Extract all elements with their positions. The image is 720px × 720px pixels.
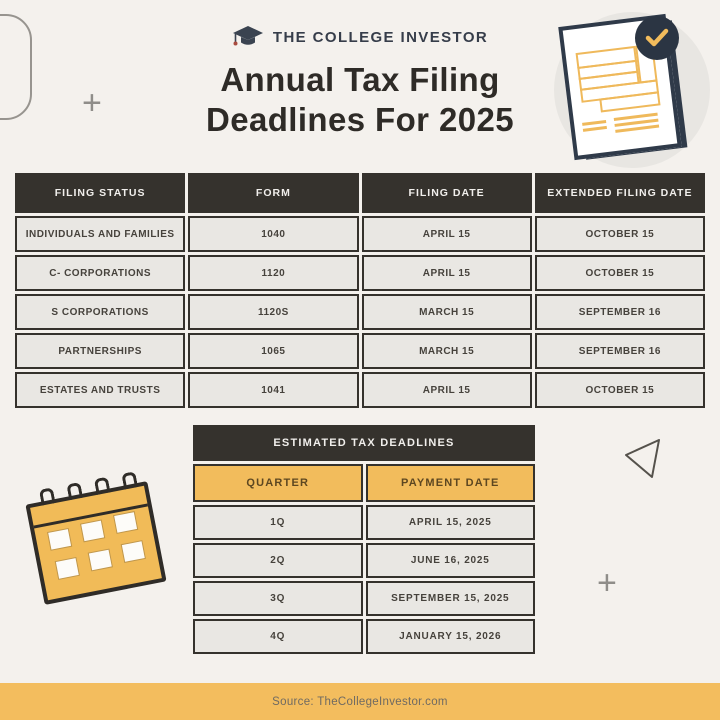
- estimated-table-title: ESTIMATED TAX DEADLINES: [193, 425, 535, 461]
- col-filing-date: FILING DATE: [362, 173, 532, 213]
- cell-payment-date: JUNE 16, 2025: [366, 543, 536, 578]
- cell-quarter: 3Q: [193, 581, 363, 616]
- calendar-ring: [121, 471, 138, 489]
- calendar-illustration: [24, 478, 188, 614]
- page-title-line1: Annual Tax Filing: [220, 61, 500, 98]
- cell-extended-date: SEPTEMBER 16: [535, 333, 705, 369]
- table-row: [15, 333, 705, 369]
- tax-form-illustration: [552, 10, 712, 168]
- calendar-body: [25, 481, 166, 605]
- cell-payment-date: JANUARY 15, 2026: [366, 619, 536, 654]
- cell-quarter: 4Q: [193, 619, 363, 654]
- estimated-tax-table: [190, 422, 538, 657]
- cell-quarter: 1Q: [193, 505, 363, 540]
- col-quarter: QUARTER: [193, 464, 363, 502]
- table-header-row: [15, 173, 705, 213]
- table-row: [15, 216, 705, 252]
- plus-icon: +: [82, 84, 102, 122]
- cell-filing-date: MARCH 15: [362, 294, 532, 330]
- graduation-cap-icon: [232, 24, 264, 51]
- col-payment-date: PAYMENT DATE: [366, 464, 536, 502]
- calendar-day-cell: [89, 550, 112, 571]
- filing-deadlines-table: [12, 170, 708, 411]
- calendar-icon: [25, 481, 166, 605]
- cell-form: 1120S: [188, 294, 358, 330]
- table-title-row: [193, 425, 535, 461]
- calendar-day-cell: [122, 541, 145, 562]
- cell-extended-date: OCTOBER 15: [535, 216, 705, 252]
- calendar-day-cell: [56, 558, 79, 579]
- cell-quarter: 2Q: [193, 543, 363, 578]
- form-line: [582, 120, 606, 126]
- calendar-ring: [39, 487, 56, 505]
- calendar-ring: [66, 482, 83, 500]
- cell-form: 1040: [188, 216, 358, 252]
- col-form: FORM: [188, 173, 358, 213]
- table-row: [15, 255, 705, 291]
- plus-icon: +: [597, 564, 617, 602]
- col-filing-status: FILING STATUS: [15, 173, 185, 213]
- cell-form: 1065: [188, 333, 358, 369]
- calendar-day-cell: [48, 529, 71, 550]
- check-circle: [635, 16, 679, 60]
- col-extended-filing-date: EXTENDED FILING DATE: [535, 173, 705, 213]
- cell-payment-date: APRIL 15, 2025: [366, 505, 536, 540]
- calendar-day-cell: [114, 512, 137, 533]
- form-line: [583, 126, 607, 132]
- table-row: [193, 505, 535, 540]
- table-row: [193, 543, 535, 578]
- source-text: Source: TheCollegeInvestor.com: [272, 695, 448, 708]
- cell-form: 1041: [188, 372, 358, 408]
- cell-status: S CORPORATIONS: [15, 294, 185, 330]
- cell-status: PARTNERSHIPS: [15, 333, 185, 369]
- cell-status: INDIVIDUALS AND FAMILIES: [15, 216, 185, 252]
- page-title-line2: Deadlines For 2025: [205, 101, 514, 139]
- checkmark-icon: [643, 27, 671, 49]
- cell-filing-date: MARCH 15: [362, 333, 532, 369]
- cell-extended-date: SEPTEMBER 16: [535, 294, 705, 330]
- cell-filing-date: APRIL 15: [362, 372, 532, 408]
- cell-filing-date: APRIL 15: [362, 255, 532, 291]
- calendar-day-cell: [81, 521, 104, 542]
- cell-status: ESTATES AND TRUSTS: [15, 372, 185, 408]
- cell-payment-date: SEPTEMBER 15, 2025: [366, 581, 536, 616]
- table-header-row: [193, 464, 535, 502]
- source-footer: [0, 683, 720, 720]
- brand-name: THE COLLEGE INVESTOR: [272, 29, 489, 46]
- table-row: [15, 294, 705, 330]
- triangle-decoration: [620, 434, 666, 484]
- table-row: [193, 619, 535, 654]
- table-row: [193, 581, 535, 616]
- cell-filing-date: APRIL 15: [362, 216, 532, 252]
- cell-status: C- CORPORATIONS: [15, 255, 185, 291]
- calendar-ring: [94, 477, 111, 495]
- cell-extended-date: OCTOBER 15: [535, 372, 705, 408]
- table-row: [15, 372, 705, 408]
- cell-form: 1120: [188, 255, 358, 291]
- cell-extended-date: OCTOBER 15: [535, 255, 705, 291]
